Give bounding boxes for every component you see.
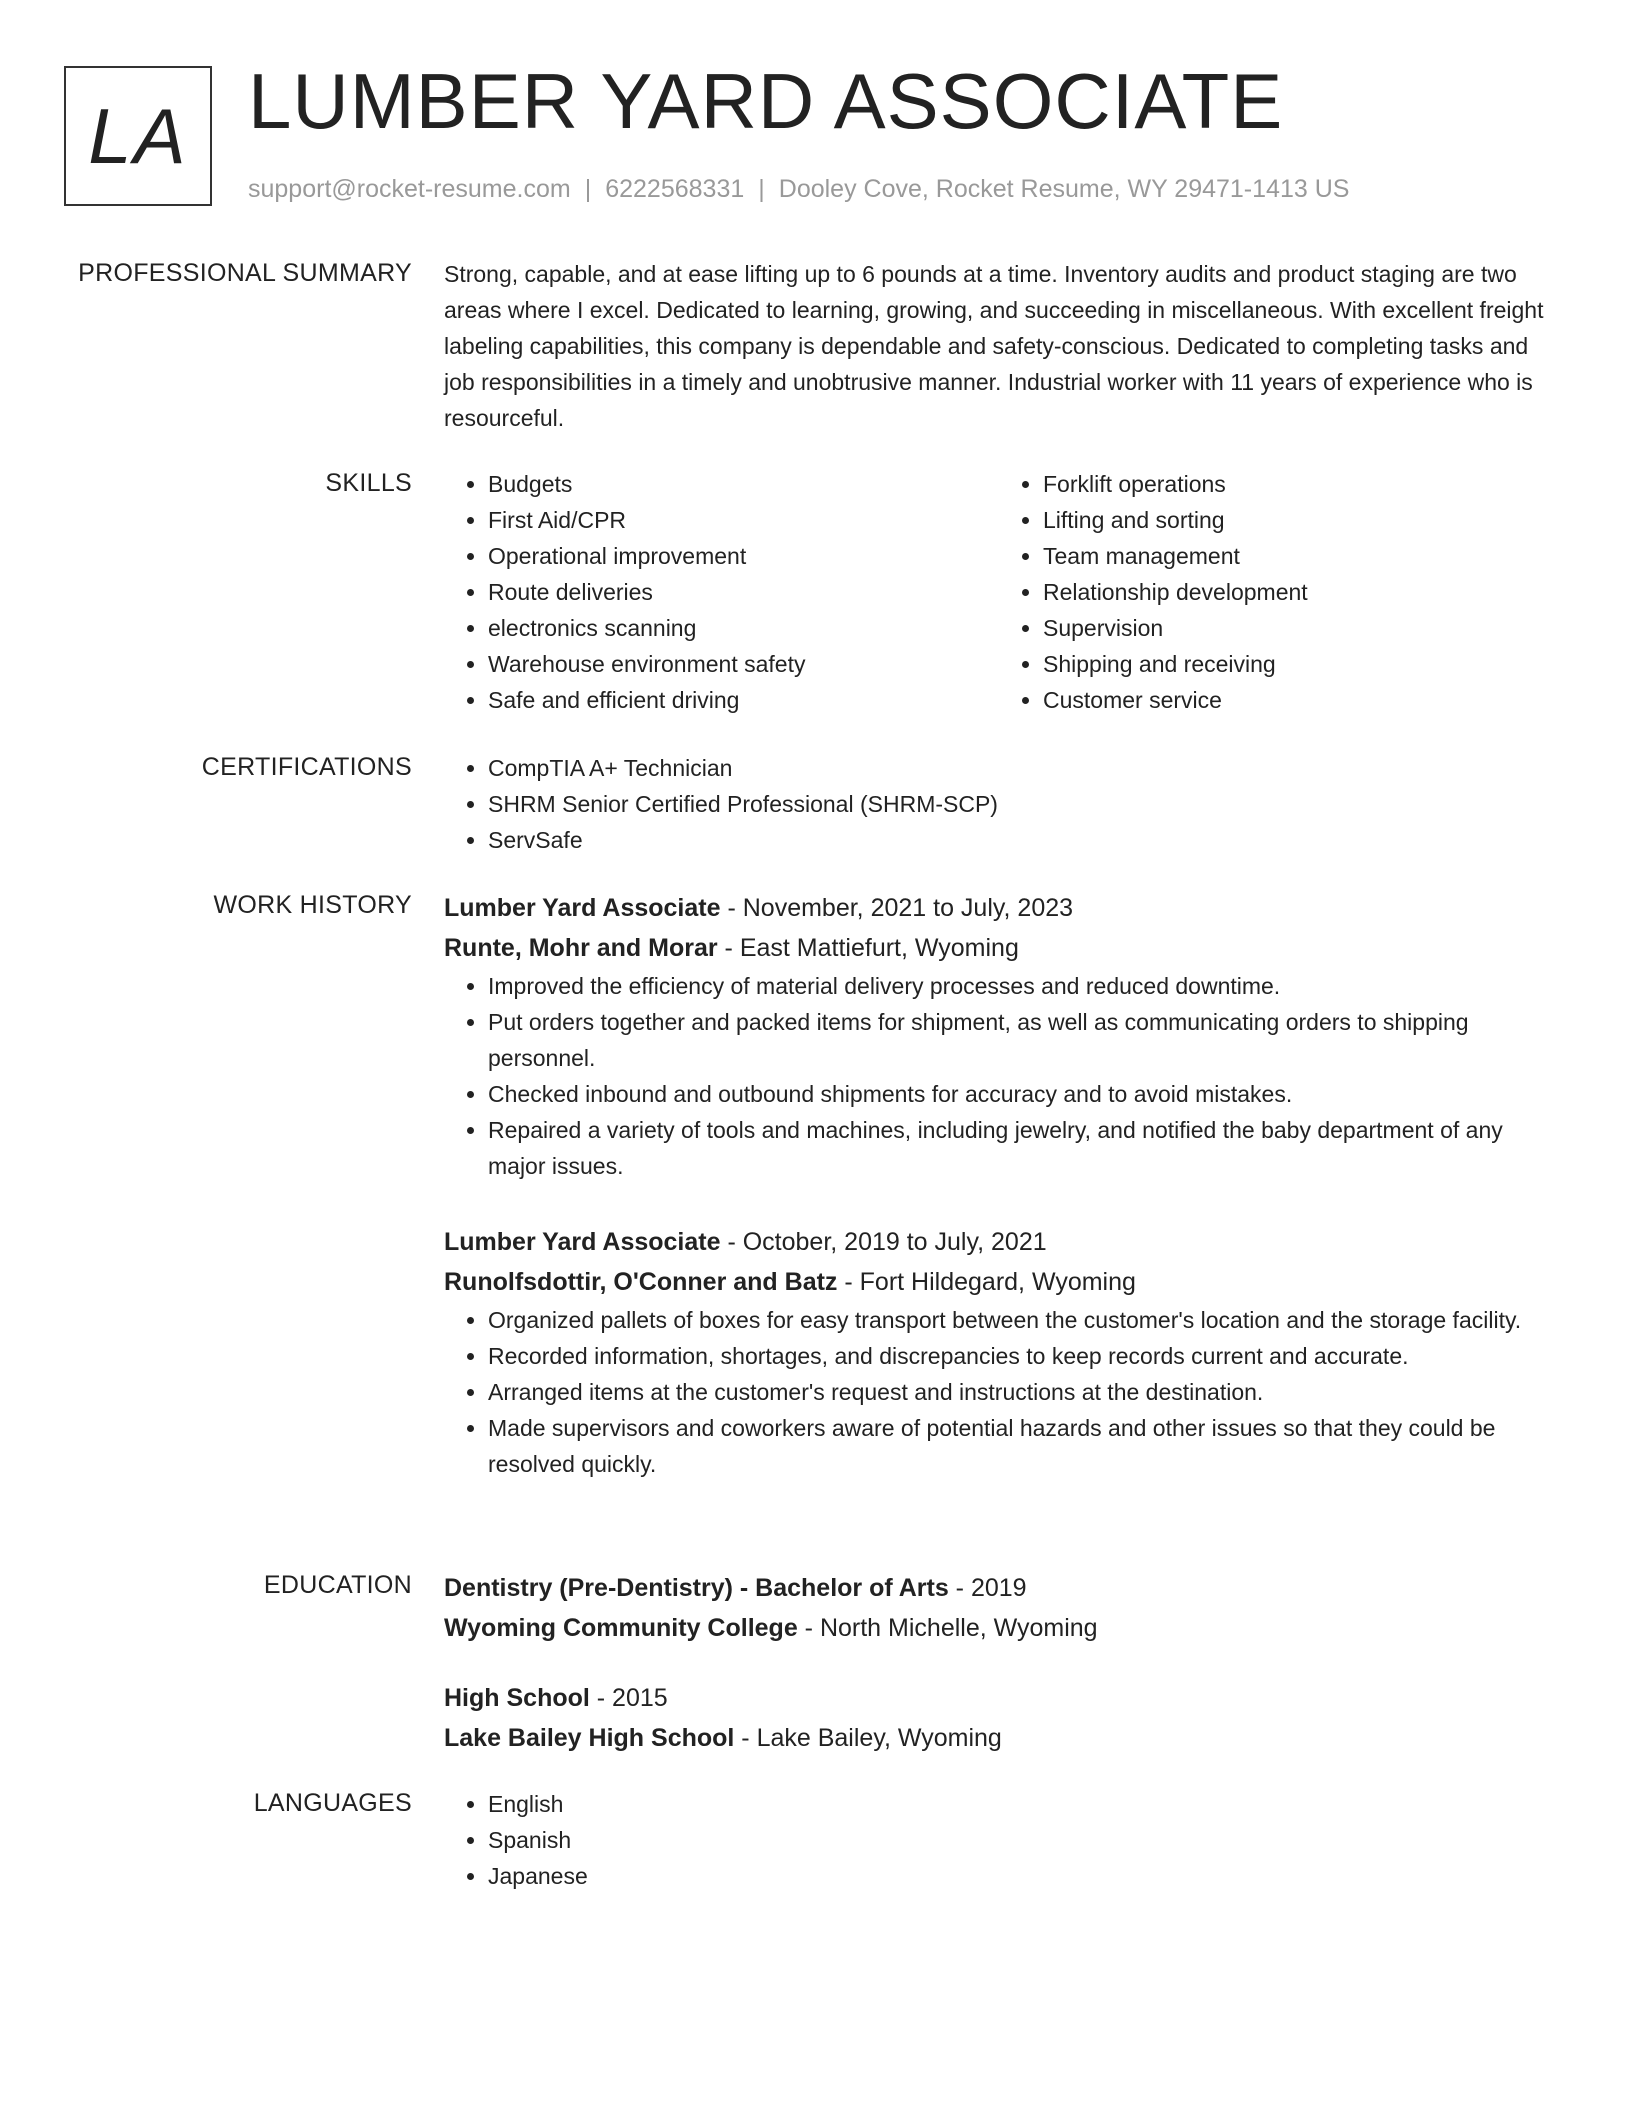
- education-location: - Lake Bailey, Wyoming: [734, 1724, 1002, 1752]
- education-degree-line: [444, 1678, 1554, 1718]
- job-entry: [444, 888, 1554, 1184]
- language-item: • Spanish: [488, 1822, 1554, 1858]
- job-title-line: [444, 1222, 1554, 1262]
- education-school: Lake Bailey High School: [444, 1724, 735, 1752]
- skills-list-right: [999, 466, 1554, 718]
- language-item: • Japanese: [488, 1858, 1554, 1894]
- education-location: - North Michelle, Wyoming: [797, 1614, 1098, 1642]
- section-heading: WORK HISTORY: [213, 891, 412, 919]
- job-dates: - November, 2021 to July, 2023: [720, 894, 1074, 922]
- education-school-line: [444, 1718, 1554, 1758]
- section-heading: PROFESSIONAL SUMMARY: [78, 259, 412, 287]
- skill-item: • Shipping and receiving: [1043, 646, 1554, 682]
- skill-item: • Forklift operations: [1043, 466, 1554, 502]
- certification-item: • SHRM Senior Certified Professional (SHRM-SCP): [488, 786, 1554, 822]
- job-duties-list: [444, 968, 1554, 1184]
- skill-item: • Budgets: [488, 466, 999, 502]
- contact-separator: |: [584, 175, 592, 203]
- skill-item: • Team management: [1043, 538, 1554, 574]
- skill-item: • Route deliveries: [488, 574, 999, 610]
- certifications-list: [444, 750, 1554, 858]
- skill-item: • Safe and efficient driving: [488, 682, 999, 718]
- contact-email[interactable]: support@rocket-resume.com: [248, 175, 571, 203]
- job-title: Lumber Yard Associate: [444, 894, 721, 922]
- skills-list-left: [444, 466, 999, 718]
- job-company-line: [444, 1262, 1554, 1302]
- job-dates: - October, 2019 to July, 2021: [720, 1228, 1047, 1256]
- skill-item: • electronics scanning: [488, 610, 999, 646]
- job-duty-item: • Put orders together and packed items for shipment, as well as communicating orders to shipping personnel.: [488, 1004, 1554, 1076]
- job-duty-item: • Organized pallets of boxes for easy transport between the customer's location and the storage facility.: [488, 1302, 1554, 1338]
- monogram-logo: LA: [64, 66, 212, 206]
- job-company-line: [444, 928, 1554, 968]
- education-degree-line: [444, 1568, 1554, 1608]
- page-title: LUMBER YARD ASSOCIATE: [248, 57, 1284, 145]
- education-year: - 2015: [589, 1684, 668, 1712]
- certification-item: • ServSafe: [488, 822, 1554, 858]
- education-entry: [444, 1678, 1554, 1758]
- skill-item: • Supervision: [1043, 610, 1554, 646]
- section-heading: SKILLS: [325, 469, 412, 497]
- skill-item: • Lifting and sorting: [1043, 502, 1554, 538]
- contact-phone[interactable]: 6222568331: [605, 175, 745, 203]
- job-entry: [444, 1222, 1554, 1482]
- job-location: - East Mattiefurt, Wyoming: [717, 934, 1019, 962]
- section-heading: CERTIFICATIONS: [201, 753, 412, 781]
- skill-item: • Operational improvement: [488, 538, 999, 574]
- job-title-line: [444, 888, 1554, 928]
- language-item: • English: [488, 1786, 1554, 1822]
- job-company: Runte, Mohr and Morar: [444, 934, 718, 962]
- languages-list: [444, 1786, 1554, 1894]
- education-school-line: [444, 1608, 1554, 1648]
- certification-item: • CompTIA A+ Technician: [488, 750, 1554, 786]
- education-school: Wyoming Community College: [444, 1614, 798, 1642]
- contact-separator: |: [758, 175, 765, 203]
- job-title: Lumber Yard Associate: [444, 1228, 721, 1256]
- skill-item: • Warehouse environment safety: [488, 646, 999, 682]
- job-duty-item: • Checked inbound and outbound shipments for accuracy and to avoid mistakes.: [488, 1076, 1554, 1112]
- job-duties-list: [444, 1302, 1554, 1482]
- skill-item: • Customer service: [1043, 682, 1554, 718]
- education-degree: High School: [444, 1684, 590, 1712]
- job-duty-item: • Arranged items at the customer's request and instructions at the destination.: [488, 1374, 1554, 1410]
- skill-item: • Relationship development: [1043, 574, 1554, 610]
- education-year: - 2019: [948, 1574, 1027, 1602]
- section-heading: LANGUAGES: [253, 1789, 412, 1817]
- contact-address: Dooley Cove, Rocket Resume, WY 29471-1413 US: [778, 175, 1350, 203]
- contact-line: [248, 172, 1349, 206]
- job-duty-item: • Improved the efficiency of material delivery processes and reduced downtime.: [488, 968, 1554, 1004]
- job-location: - Fort Hildegard, Wyoming: [837, 1268, 1136, 1296]
- job-duty-item: • Recorded information, shortages, and discrepancies to keep records current and accurate.: [488, 1338, 1554, 1374]
- education-degree: Dentistry (Pre-Dentistry) - Bachelor of Arts: [444, 1574, 949, 1602]
- skill-item: • First Aid/CPR: [488, 502, 999, 538]
- education-entry: [444, 1568, 1554, 1648]
- job-company: Runolfsdottir, O'Conner and Batz: [444, 1268, 838, 1296]
- job-duty-item: • Made supervisors and coworkers aware of potential hazards and other issues so that they could be resolved quickly.: [488, 1410, 1554, 1482]
- section-heading: EDUCATION: [263, 1571, 412, 1599]
- summary-text: Strong, capable, and at ease lifting up to 6 pounds at a time. Inventory audits and product staging are two areas where I excel. Dedicated to learning, growing, and succeeding in miscellaneous. With excellent freight labeling capabilities, this company is dependable and safety-conscious. Dedicated to completing tasks and job responsibilities in a timely and unobtrusive manner. Industrial worker with 11 years of experience who is resourceful.: [444, 261, 1544, 431]
- job-duty-item: • Repaired a variety of tools and machines, including jewelry, and notified the baby department of any major issues.: [488, 1112, 1554, 1184]
